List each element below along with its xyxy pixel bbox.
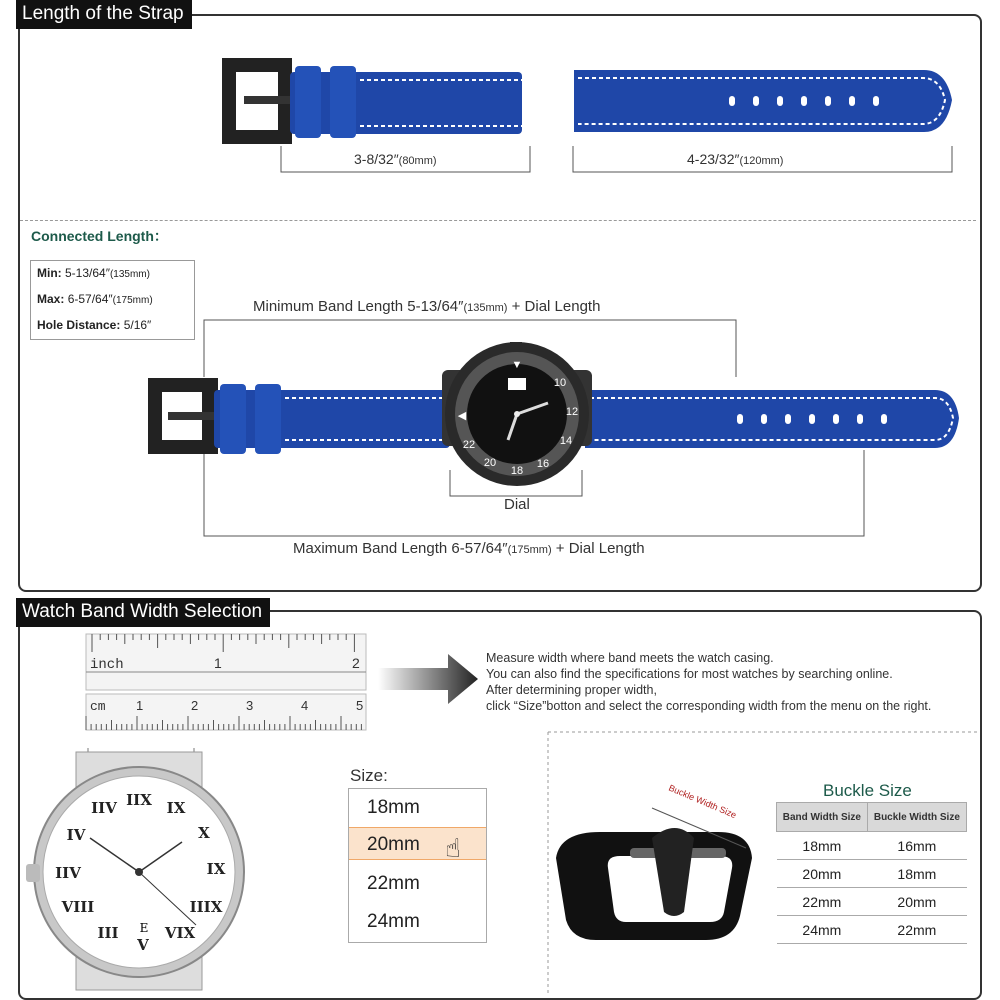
long-strap-length (687, 151, 783, 167)
svg-text:16: 16 (536, 458, 550, 470)
long-strap-piece (574, 70, 952, 132)
band-cell: 22mm (777, 888, 868, 916)
short-strap-length-value: 3-8/32″ (354, 151, 399, 167)
numeral-10: IV (66, 826, 86, 844)
short-strap-length (354, 151, 437, 167)
size-label: Size: (350, 766, 388, 785)
max-band-text: Maximum Band Length 6-57/64″ (293, 540, 508, 557)
min-band-suffix: + Dial Length (511, 298, 601, 315)
max-label: Max: (37, 292, 65, 306)
right-arrow-icon (378, 654, 478, 704)
svg-text:22: 22 (462, 439, 476, 451)
numeral-12: IIX (126, 791, 152, 809)
buckle-cell: 18mm (867, 860, 966, 888)
strap-length-title: Length of the Strap (16, 0, 192, 29)
dress-watch (26, 752, 244, 990)
section-divider (20, 220, 976, 221)
max-band-length (293, 540, 645, 557)
long-strap-length-metric: (120mm) (739, 155, 784, 167)
band-cell: 18mm (777, 832, 868, 860)
instruction-line-4: click “Size”botton and select the corresponding width from the menu on the right. (486, 699, 932, 713)
inch-unit: inch (90, 657, 124, 673)
cm-mark-5: 5 (356, 698, 364, 713)
watch-head (442, 342, 592, 486)
numeral-7: III (97, 924, 119, 942)
cm-ruler (86, 694, 366, 730)
size-option-22mm[interactable]: 22mm (367, 873, 420, 894)
svg-text:14: 14 (559, 435, 573, 447)
connected-length-box (30, 260, 195, 340)
cm-unit: cm (90, 699, 106, 714)
min-metric: (135mm) (109, 269, 150, 280)
min-value: 5-13/64″ (65, 266, 110, 280)
max-value: 6-57/64″ (67, 292, 113, 306)
buckle-cell: 20mm (867, 888, 966, 916)
svg-text:20: 20 (483, 457, 497, 469)
long-strap-length-value: 4-23/32″ (687, 151, 740, 167)
max-metric: (175mm) (112, 295, 153, 306)
svg-text:12: 12 (565, 406, 579, 418)
numeral-4: IIIX (189, 898, 223, 916)
svg-text:▼: ▼ (511, 359, 523, 371)
numeral-9: IIV (55, 864, 81, 882)
svg-text:18: 18 (510, 465, 524, 477)
hole-value: 5/16″ (123, 318, 152, 332)
buckle-large-icon (556, 828, 752, 940)
short-strap-length-metric: (80mm) (398, 155, 437, 167)
instructions (486, 650, 931, 714)
min-band-metric: (135mm) (463, 302, 508, 314)
short-strap-piece (290, 66, 522, 138)
header-buckle-width: Buckle Width Size (867, 803, 966, 832)
table-row (777, 888, 967, 916)
instruction-line-2: You can also find the specifications for most watches by searching online. (486, 667, 893, 681)
watch-logo: E (139, 921, 149, 935)
connected-length-title: Connected Length： (31, 228, 168, 244)
inch-ruler (86, 634, 366, 690)
inch-mark-1: 1 (214, 655, 222, 671)
buckle-icon (222, 58, 294, 144)
size-option-18mm[interactable]: 18mm (367, 797, 420, 818)
table-row (777, 916, 967, 944)
inch-mark-2: 2 (352, 655, 360, 671)
max-band-metric: (175mm) (507, 544, 552, 556)
cm-mark-3: 3 (246, 698, 254, 713)
header-band-width: Band Width Size (777, 803, 868, 832)
numeral-5: VIX (164, 924, 196, 942)
hole-label: Hole Distance: (37, 318, 121, 332)
size-selector[interactable] (348, 788, 487, 943)
buckle-cell: 22mm (867, 916, 966, 944)
cm-mark-1: 1 (136, 698, 144, 713)
svg-text:◀: ◀ (457, 410, 467, 422)
numeral-1: IX (166, 799, 186, 817)
cm-mark-4: 4 (301, 698, 309, 713)
hand-cursor-icon: ☝ (445, 833, 461, 863)
numeral-3: IX (206, 860, 226, 878)
buckle-cell: 16mm (867, 832, 966, 860)
table-row (777, 860, 967, 888)
connected-buckle-icon (148, 378, 220, 454)
min-band-text: Minimum Band Length 5-13/64″ (253, 298, 464, 315)
band-cell: 20mm (777, 860, 868, 888)
instruction-line-3: After determining proper width, (486, 683, 657, 697)
numeral-11: IIV (91, 799, 117, 817)
min-label: Min: (37, 266, 62, 280)
size-option-24mm[interactable]: 24mm (367, 911, 420, 932)
band-width-title: Watch Band Width Selection (16, 598, 270, 627)
dial-label: Dial (504, 496, 530, 513)
size-option-20mm[interactable]: 20mm (349, 827, 486, 860)
band-cell: 24mm (777, 916, 868, 944)
svg-text:10: 10 (553, 377, 567, 389)
numeral-2: X (198, 824, 210, 842)
buckle-width-arrow-label: Buckle Width Size (667, 782, 738, 821)
crown (26, 864, 40, 882)
max-band-suffix: + Dial Length (555, 540, 645, 557)
buckle-size-table (776, 802, 967, 944)
buckle-size-title: Buckle Size (823, 781, 912, 800)
numeral-6: V (137, 936, 149, 954)
numeral-8: VIII (61, 898, 95, 916)
cm-mark-2: 2 (191, 698, 199, 713)
instruction-line-1: Measure width where band meets the watch casing. (486, 651, 774, 665)
min-band-length (253, 298, 600, 315)
table-row (777, 832, 967, 860)
